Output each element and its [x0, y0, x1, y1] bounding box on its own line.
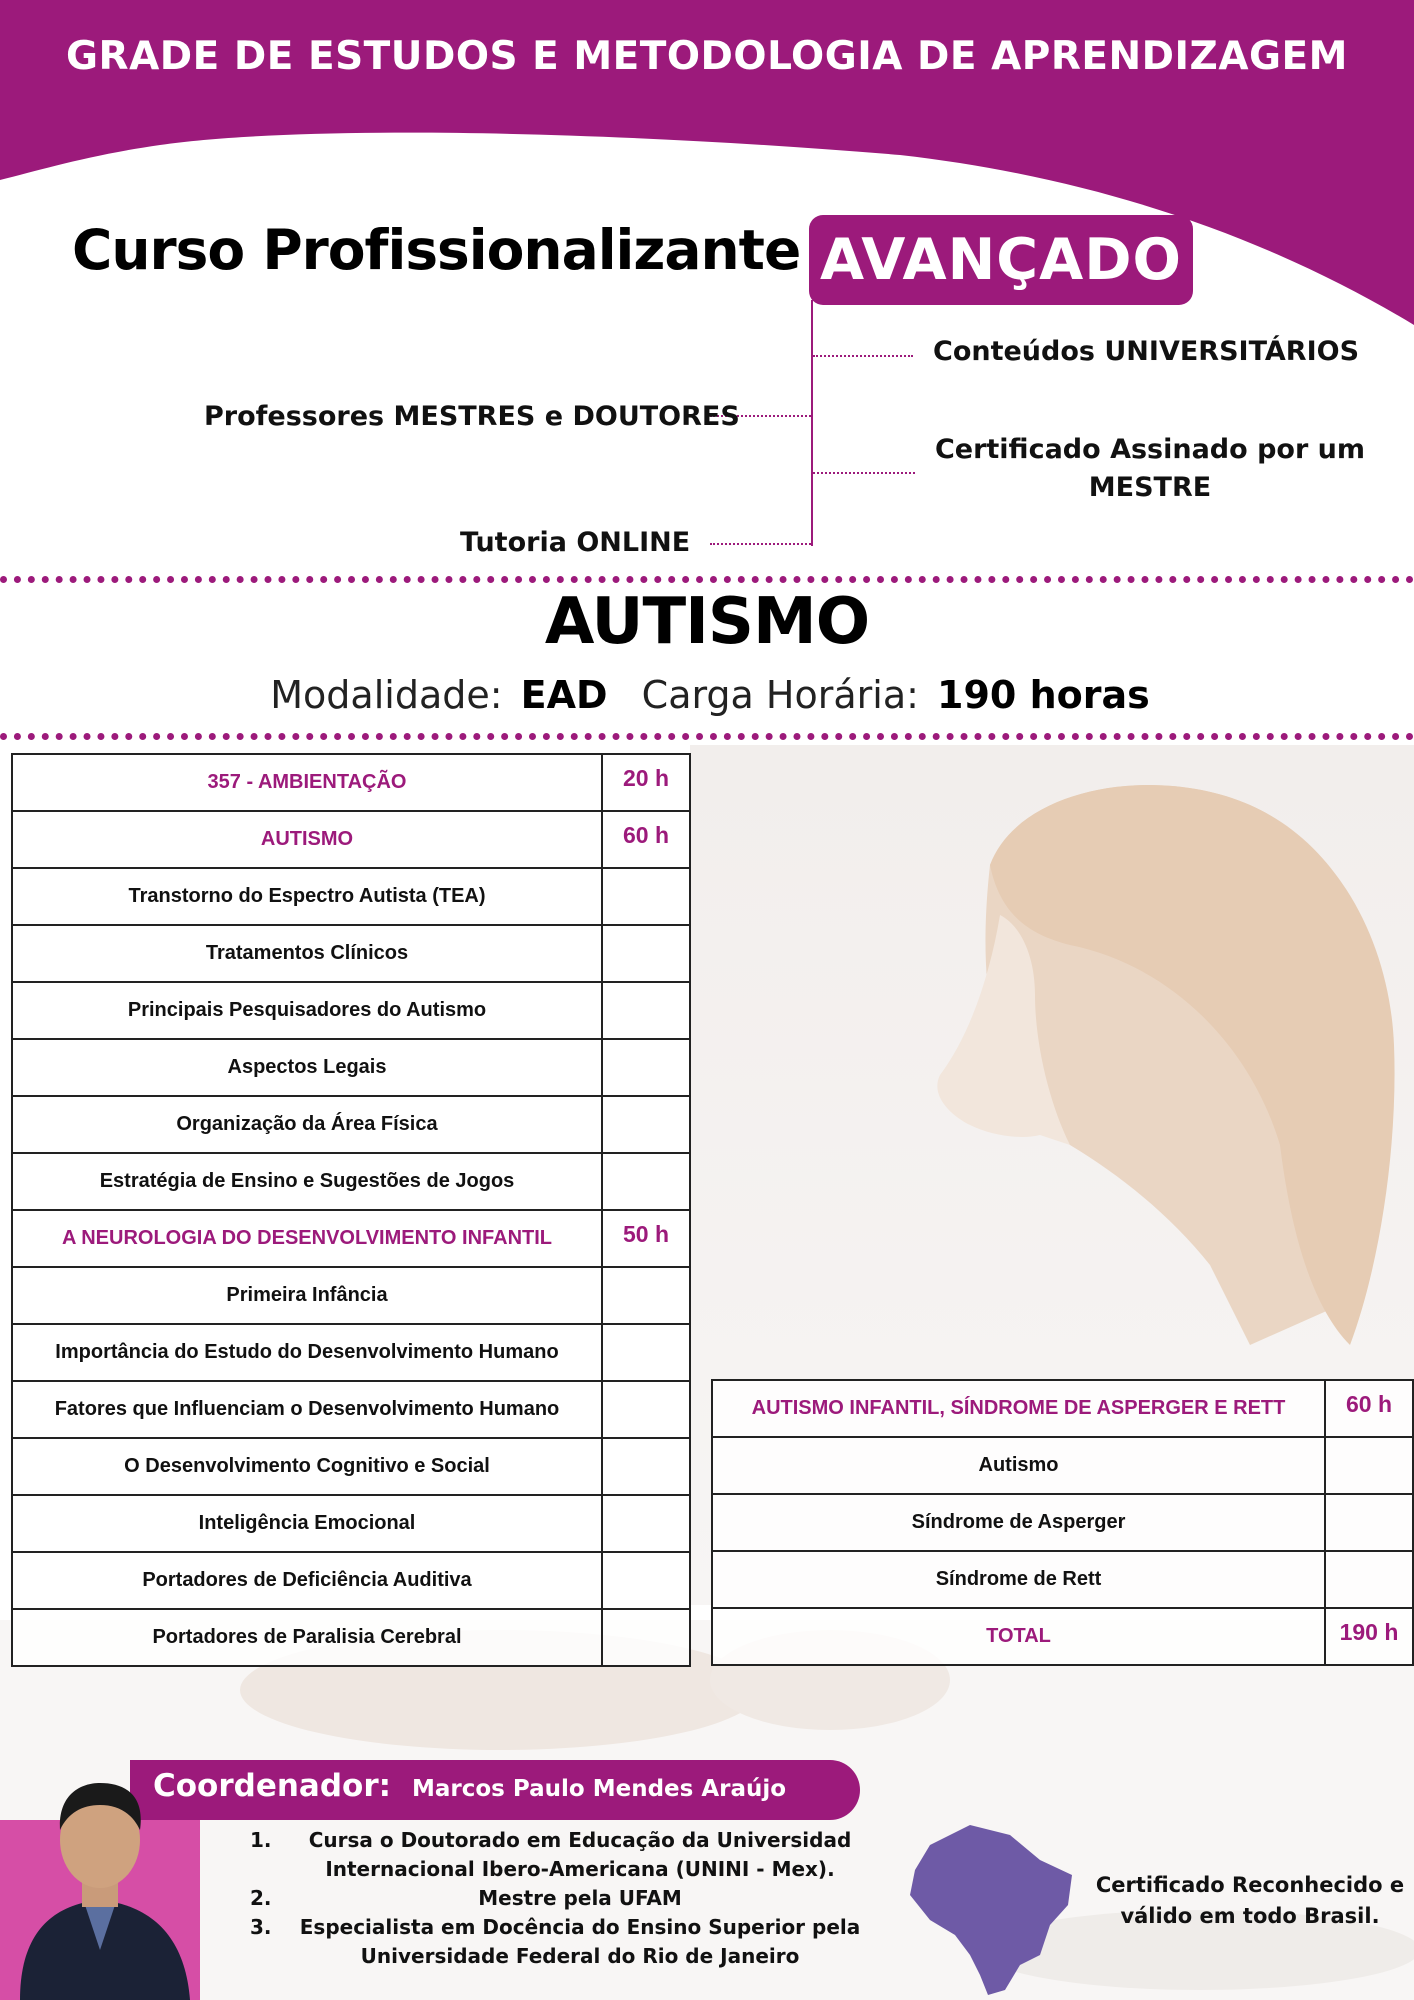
hours-cell — [602, 1096, 690, 1153]
feature-certificate — [920, 431, 1380, 507]
qualification-number: 1. — [250, 1828, 272, 1852]
hours-cell — [602, 1552, 690, 1609]
module-row — [712, 1608, 1413, 1665]
course-name: AUTISMO — [544, 585, 870, 659]
topic-title: Organização da Área Física — [12, 1096, 602, 1153]
module-title: A NEUROLOGIA DO DESENVOLVIMENTO INFANTIL — [12, 1210, 602, 1267]
hours-cell: 190 h — [1325, 1608, 1413, 1665]
topic-row — [12, 868, 690, 925]
mode-label: Modalidade: — [270, 673, 503, 717]
course-type: Curso Profissionalizante — [72, 218, 801, 282]
topic-row — [12, 1324, 690, 1381]
topic-title: Transtorno do Espectro Autista (TEA) — [12, 868, 602, 925]
feature-contents: Conteúdos UNIVERSITÁRIOS — [933, 336, 1360, 367]
feature-connector-line — [811, 300, 813, 546]
curriculum-table-left — [11, 753, 691, 1667]
coordinator-qualifications — [250, 1826, 870, 1971]
topic-row — [12, 1096, 690, 1153]
topic-row — [12, 1381, 690, 1438]
connector-contents — [813, 355, 913, 357]
page-header-title: GRADE DE ESTUDOS E METODOLOGIA DE APRENDIZAGEM — [66, 34, 1348, 79]
connector-certificate — [813, 472, 915, 474]
topic-title: O Desenvolvimento Cognitivo e Social — [12, 1438, 602, 1495]
topic-row — [712, 1494, 1413, 1551]
qualification-item — [250, 1826, 870, 1884]
topic-row — [12, 925, 690, 982]
curriculum-table-right — [711, 1379, 1414, 1666]
hours-cell — [602, 1267, 690, 1324]
qualification-item — [250, 1913, 870, 1971]
hours-cell: 60 h — [602, 811, 690, 868]
topic-row — [12, 1153, 690, 1210]
module-title: AUTISMO — [12, 811, 602, 868]
hours-cell: 60 h — [1325, 1380, 1413, 1437]
topic-row — [712, 1551, 1413, 1608]
hours-cell — [1325, 1494, 1413, 1551]
module-row — [12, 811, 690, 868]
brazil-map-icon — [900, 1815, 1080, 2000]
topic-row — [712, 1437, 1413, 1494]
level-badge: AVANÇADO — [809, 215, 1193, 305]
topic-title: Portadores de Deficiência Auditiva — [12, 1552, 602, 1609]
hours-cell — [602, 1438, 690, 1495]
mode-value: EAD — [520, 673, 608, 717]
hours-cell — [602, 868, 690, 925]
module-row — [12, 754, 690, 811]
course-info-line — [0, 673, 1414, 717]
hours-cell — [602, 982, 690, 1039]
topic-title: Estratégia de Ensino e Sugestões de Jogos — [12, 1153, 602, 1210]
topic-title: Autismo — [712, 1437, 1325, 1494]
qualification-item — [250, 1884, 870, 1913]
hours-cell — [602, 1039, 690, 1096]
topic-row — [12, 1495, 690, 1552]
topic-title: Primeira Infância — [12, 1267, 602, 1324]
topic-title: Tratamentos Clínicos — [12, 925, 602, 982]
topic-title: Síndrome de Rett — [712, 1551, 1325, 1608]
module-row — [12, 1210, 690, 1267]
hours-cell — [602, 1609, 690, 1666]
topic-title: Fatores que Influenciam o Desenvolvimento Humano — [12, 1381, 602, 1438]
qualification-number: 2. — [250, 1886, 272, 1910]
hours-cell — [1325, 1551, 1413, 1608]
topic-row — [12, 1039, 690, 1096]
topic-title: Principais Pesquisadores do Autismo — [12, 982, 602, 1039]
module-row — [712, 1380, 1413, 1437]
coordinator-name: Marcos Paulo Mendes Araújo — [412, 1776, 787, 1802]
topic-title: Aspectos Legais — [12, 1039, 602, 1096]
coordinator-photo — [0, 1735, 200, 2000]
topic-row — [12, 982, 690, 1039]
module-title: AUTISMO INFANTIL, SÍNDROME DE ASPERGER E RETT — [712, 1380, 1325, 1437]
topic-title: Importância do Estudo do Desenvolvimento Humano — [12, 1324, 602, 1381]
topic-row — [12, 1267, 690, 1324]
feature-certificate-line2: MESTRE — [1088, 472, 1212, 503]
hours-cell — [1325, 1437, 1413, 1494]
hours-cell — [602, 1324, 690, 1381]
hours-cell: 50 h — [602, 1210, 690, 1267]
separator-middle — [0, 733, 1414, 740]
feature-certificate-line1: Certificado Assinado por um — [934, 434, 1366, 465]
hours-cell: 20 h — [602, 754, 690, 811]
feature-teachers: Professores MESTRES e DOUTORES — [204, 401, 740, 432]
qualification-text: Cursa o Doutorado em Educação da Universidad Internacional Ibero-Americana (UNINI - Mex). — [308, 1828, 852, 1881]
topic-row — [12, 1609, 690, 1666]
hours-cell — [602, 925, 690, 982]
topic-title: Inteligência Emocional — [12, 1495, 602, 1552]
certification-note: Certificado Reconhecido e válido em todo Brasil. — [1095, 1873, 1405, 1928]
hours-cell — [602, 1153, 690, 1210]
hours-cell — [602, 1495, 690, 1552]
separator-top — [0, 576, 1414, 583]
hours-label: Carga Horária: — [641, 673, 919, 717]
qualification-text: Mestre pela UFAM — [478, 1886, 682, 1910]
hours-cell — [602, 1381, 690, 1438]
feature-tutoring: Tutoria ONLINE — [460, 527, 691, 558]
module-title: TOTAL — [712, 1608, 1325, 1665]
qualification-text: Especialista em Docência do Ensino Superior pela Universidade Federal do Rio de Janeiro — [299, 1915, 861, 1968]
topic-title: Síndrome de Asperger — [712, 1494, 1325, 1551]
connector-tutoring — [710, 543, 811, 545]
topic-row — [12, 1438, 690, 1495]
hours-value: 190 horas — [937, 673, 1150, 717]
qualification-number: 3. — [250, 1915, 272, 1939]
module-title: 357 - AMBIENTAÇÃO — [12, 754, 602, 811]
topic-row — [12, 1552, 690, 1609]
coordinator-label: Coordenador: — [153, 1768, 392, 1804]
topic-title: Portadores de Paralisia Cerebral — [12, 1609, 602, 1666]
